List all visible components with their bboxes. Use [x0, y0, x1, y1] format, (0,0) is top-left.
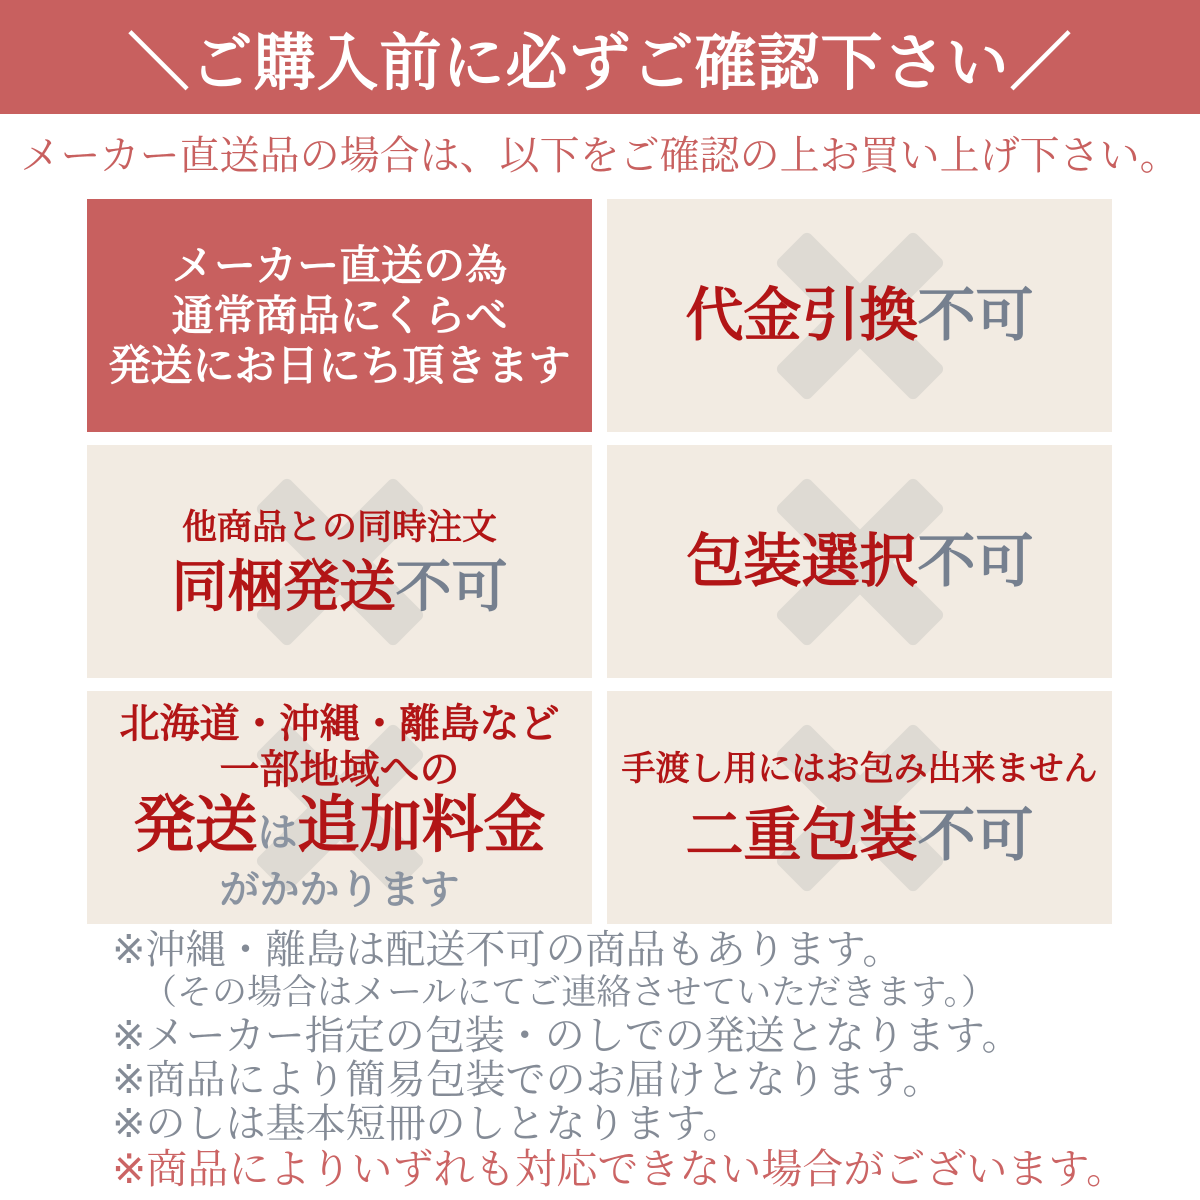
note-line: ※商品によりいずれも対応できない場合がございます。	[112, 1146, 1128, 1192]
note-line: （その場合はメールにてご連絡させていただきます。）	[142, 973, 997, 1012]
header-banner	[0, 0, 1200, 114]
bundled-suffix-text: 不可	[395, 554, 508, 618]
remote-fee-main1-text: 発送	[133, 791, 258, 860]
bundled-label	[172, 506, 508, 618]
remote-fee-label	[120, 701, 560, 914]
direct-shipping-line: メーカー直送の為	[171, 241, 508, 289]
remote-fee-particle-text: は	[257, 811, 298, 855]
cod-label	[685, 284, 1033, 348]
box-double-wrapping	[607, 691, 1112, 924]
double-wrap-note-text: 手渡し用にはお包み出来ません	[621, 749, 1098, 788]
note-line: ※沖縄・離島は配送不可の商品もあります。	[112, 928, 903, 972]
double-wrap-label	[622, 748, 1098, 868]
box-remote-area-fee	[87, 691, 592, 924]
double-wrap-suffix-text: 不可	[917, 802, 1034, 868]
wrapping-label	[685, 530, 1033, 594]
cod-main-text: 代金引換	[685, 282, 918, 348]
remote-fee-main2-text: 追加料金	[297, 791, 546, 860]
notes-list	[112, 928, 1127, 1192]
cod-suffix-text: 不可	[917, 282, 1034, 348]
wrapping-main-text: 包装選択	[685, 528, 918, 594]
box-wrapping-selection	[607, 445, 1112, 678]
note-line: ※メーカー指定の包装・のしでの発送となります。	[112, 1014, 1022, 1058]
double-wrap-main-text: 二重包装	[685, 802, 918, 868]
note-line: ※商品により簡易包装でのお届けとなります。	[112, 1058, 943, 1102]
box-direct-shipping	[87, 199, 592, 432]
notice-grid	[87, 199, 1112, 924]
direct-shipping-line: 通常商品にくらべ	[171, 291, 508, 339]
page-title: ＼ご購入前に必ずご確認下さい／	[127, 28, 1073, 98]
bundled-note-text: 他商品との同時注文	[181, 507, 497, 547]
box-cod-unavailable	[607, 199, 1112, 432]
bundled-main-text: 同梱発送	[171, 554, 396, 618]
remote-fee-note-text: がかかります	[219, 868, 460, 912]
box-bundled-shipping	[87, 445, 592, 678]
remote-fee-region-line1: 北海道・沖縄・離島など	[119, 702, 560, 746]
wrapping-suffix-text: 不可	[917, 528, 1034, 594]
note-line: ※のしは基本短冊のしとなります。	[112, 1102, 743, 1146]
subtitle: メーカー直送品の場合は、以下をご確認の上お買い上げ下さい。	[20, 134, 1180, 178]
direct-shipping-text	[108, 241, 570, 391]
remote-fee-region-line2: 一部地域への	[219, 748, 460, 792]
direct-shipping-line: 発送にお日にち頂きます	[108, 341, 571, 389]
